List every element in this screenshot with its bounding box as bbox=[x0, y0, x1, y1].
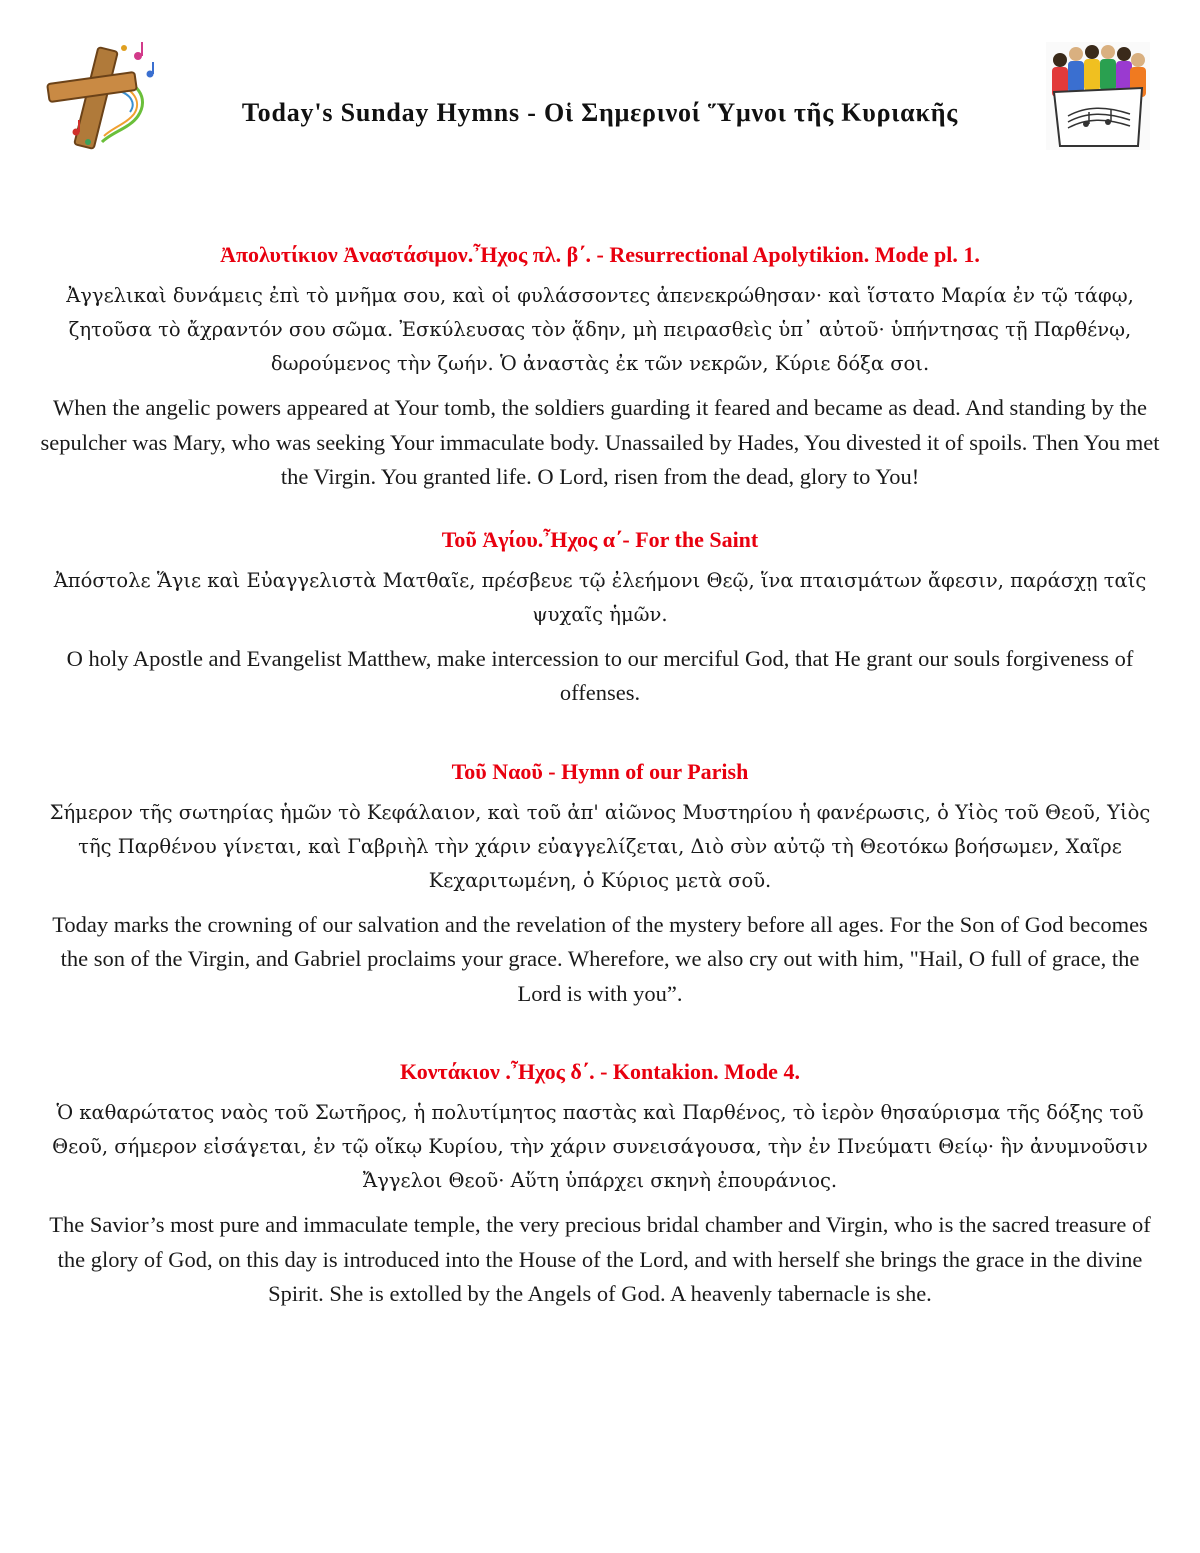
hymn-greek-text: Σήμερον τῆς σωτηρίας ἡμῶν τὸ Κεφάλαιον, καὶ τοῦ ἀπ' αἰῶνος Μυστηρίου ἡ φανέρωσις, ὁ Υἱὸς τοῦ Θεοῦ, Υἱὸς τῆς Παρθένου γίνεται, καὶ Γαβριὴλ τὴν χάριν εὐαγγελίζεται, Διὸ σὺν αὐτῷ τὴ Θεοτόκω βοήσωμεν, Χαῖρε Κεχαριτωμένη, ὁ Κύριος μετὰ σοῦ. bbox=[49, 800, 1151, 892]
hymn-english-text: When the angelic powers appeared at Your tomb, the soldiers guarding it feared and became as dead. And standing by the sepulcher was Mary, who was seeking Your immaculate body. Unassailed by Hades, You divested it of spoils. Then You met the Virgin. You granted life. O Lord, risen from the dead, glory to You! bbox=[40, 395, 1160, 489]
hymn-greek-text: Ὁ καθαρώτατος ναὸς τοῦ Σωτῆρος, ἡ πολυτίμητος παστὰς καὶ Παρθένος, τὸ ἱερὸν θησαύρισμα τῆς δόξης τοῦ Θεοῦ, σήμερον εἰσάγεται, ἐν τῷ οἴκῳ Κυρίου, τὴν χάριν συνεισάγουσα, τὴν ἐν Πνεύματι Θείῳ· ἣν ἀνυμνοῦσιν Ἄγγελοι Θεοῦ· Αὕτη ὑπάρχει σκηνὴ ἐπουράνιος. bbox=[52, 1101, 1148, 1192]
hymn-english-text: O holy Apostle and Evangelist Matthew, make intercession to our merciful God, that He grant our souls forgiveness of offenses. bbox=[66, 645, 1134, 705]
page-header bbox=[0, 0, 1200, 160]
hymn-title: Τοῦ Ἁγίου.Ἦχος α΄- For the Saint bbox=[441, 526, 759, 552]
page-title: Today's Sunday Hymns - Οἱ Σημερινοί Ὕμνοι τῆς Κυριακῆς bbox=[241, 98, 959, 127]
hymn-section-apolytikion bbox=[40, 240, 1160, 495]
church-choir-icon bbox=[1046, 42, 1150, 150]
hymn-title: Κοντάκιον .Ἦχος δ΄. - Kontakion. Mode 4. bbox=[400, 1059, 800, 1084]
hymn-section-parish bbox=[40, 757, 1160, 1012]
hymn-greek-text: Ἀγγελικαὶ δυνάμεις ἐπὶ τὸ μνῆμα σου, καὶ οἱ φυλάσσοντες ἀπενεκρώθησαν· καὶ ἵστατο Μαρία ἐν τῷ τάφῳ, ζητοῦσα τὸ ἄχραντόν σου σῶμα. Ἐσκύλευσας τὸν ᾅδην, μὴ πειρασθεὶς ὑπ᾽ αὐτοῦ· ὑπήντησας τῇ Παρθένῳ, δωρούμενος τὴν ζωήν. Ὁ ἀναστὰς ἐκ τῶν νεκρῶν, Κύριε δόξα σοι. bbox=[66, 284, 1134, 375]
hymn-title: Τοῦ Ναοῦ - Hymn of our Parish bbox=[451, 758, 749, 784]
hymn-english-text: The Savior’s most pure and immaculate temple, the very precious bridal chamber and Virgin, who is the sacred treasure of the glory of God, on this day is introduced into the House of the Lord, and with herself she brings the grace in the divine Spirit. She is extolled by the Angels of God. A heavenly tabernacle is she. bbox=[49, 1212, 1151, 1306]
cross-with-music-notes-icon bbox=[42, 38, 158, 154]
hymns-content bbox=[40, 240, 1160, 1312]
hymn-english-text: Today marks the crowning of our salvation and the revelation of the mystery before all ages. For the Son of God becomes the son of the Virgin, and Gabriel proclaims your grace. Wherefore, we also cry out with him, "Hail, O full of grace, the Lord is with you”. bbox=[52, 911, 1148, 1006]
hymn-title: Ἀπολυτίκιον Ἀναστάσιμον.Ἦχος πλ. β΄. - Resurrectional Apolytikion. Mode pl. 1. bbox=[220, 242, 980, 267]
hymn-section-kontakion bbox=[40, 1057, 1160, 1312]
hymn-greek-text: Ἀπόστολε Ἅγιε καὶ Εὐαγγελιστὰ Ματθαῖε, πρέσβευε τῷ ἐλεήμονι Θεῷ, ἵνα πταισμάτων ἄφεσιν, παράσχῃ ταῖς ψυχαῖς ἡμῶν. bbox=[53, 568, 1147, 626]
hymn-section-saint bbox=[40, 525, 1160, 711]
